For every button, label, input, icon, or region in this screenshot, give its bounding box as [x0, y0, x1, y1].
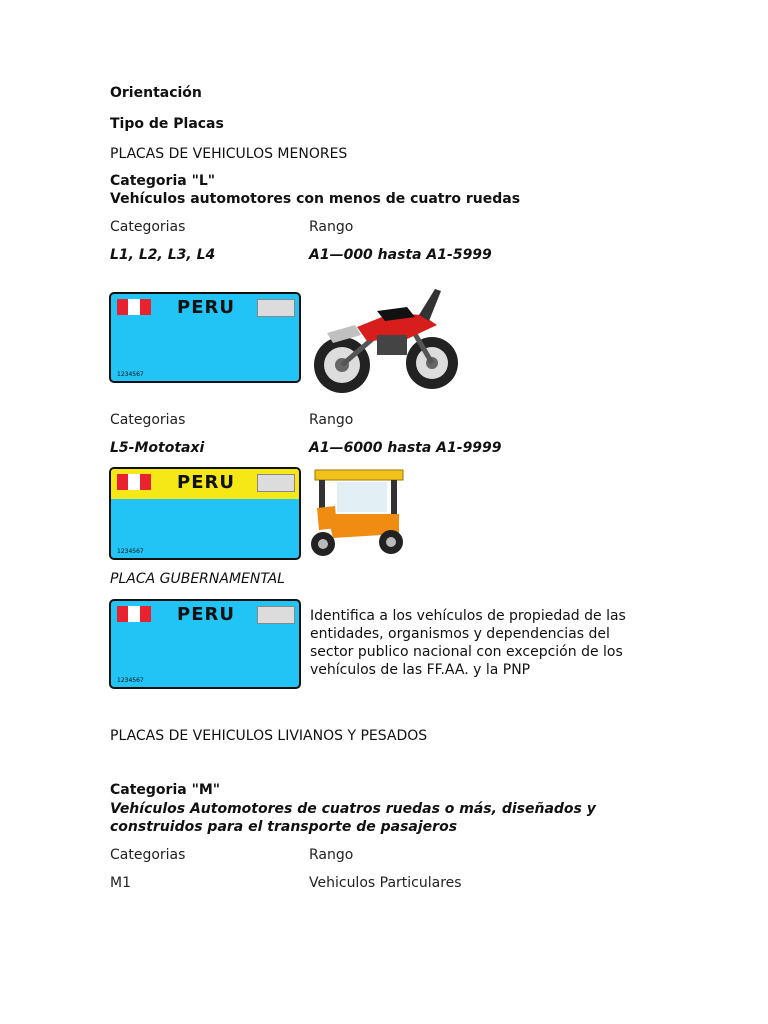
- plate-number: 1234567: [117, 677, 144, 684]
- license-plate-gubernamental: [109, 599, 301, 689]
- m1-value: Vehiculos Particulares: [309, 875, 462, 891]
- col-categorias-label-3: Categorias: [110, 847, 186, 863]
- categoria-value-2: L5-Mototaxi: [110, 440, 205, 456]
- plate-sticker-box: [257, 299, 295, 317]
- rango-value-2: A1—6000 hasta A1-9999: [309, 440, 502, 456]
- peru-flag-icon: [117, 474, 151, 490]
- category-m-subtitle-2: construidos para el transporte de pasajeros: [110, 819, 458, 835]
- col-rango-label: Rango: [309, 219, 354, 235]
- category-l-subtitle: Vehículos automotores con menos de cuatro ruedas: [110, 191, 521, 207]
- plate-number: 1234567: [117, 548, 144, 555]
- license-plate-l: [109, 292, 301, 383]
- categoria-value: L1, L2, L3, L4: [110, 247, 216, 263]
- plate-sticker-box: [257, 474, 295, 492]
- motorcycle-photo: [307, 277, 462, 401]
- heading-placas-menores: PLACAS DE VEHICULOS MENORES: [110, 146, 348, 162]
- license-plate-mototaxi: [109, 467, 301, 560]
- col-categorias-label-2: Categorias: [110, 412, 186, 428]
- plate-country: PERU: [177, 604, 235, 625]
- heading-tipo-placas: Tipo de Placas: [110, 116, 224, 132]
- category-l-title: Categoria "L": [110, 173, 216, 189]
- m1-label: M1: [110, 875, 131, 891]
- col-rango-label-2: Rango: [309, 412, 354, 428]
- peru-flag-icon: [117, 299, 151, 315]
- mototaxi-photo: [307, 468, 407, 558]
- plate-number: 1234567: [117, 371, 144, 378]
- gubernamental-description: Identifica a los vehículos de propiedad de las entidades, organismos y dependencias del sector publico nacional con excepción de los vehículos de las FF.AA. y la PNP: [310, 608, 626, 678]
- plate-country: PERU: [177, 297, 235, 318]
- category-m-subtitle-1: Vehículos Automotores de cuatros ruedas o más, diseñados y: [110, 801, 596, 817]
- plate-country: PERU: [177, 472, 235, 493]
- heading-livianos-pesados: PLACAS DE VEHICULOS LIVIANOS Y PESADOS: [110, 728, 428, 744]
- category-m-title: Categoria "M": [110, 782, 221, 798]
- rango-value: A1—000 hasta A1-5999: [309, 247, 492, 263]
- placa-gubernamental-title: PLACA GUBERNAMENTAL: [110, 571, 285, 587]
- heading-orientacion: Orientación: [110, 85, 202, 101]
- plate-sticker-box: [257, 606, 295, 624]
- col-categorias-label: Categorias: [110, 219, 186, 235]
- col-rango-label-3: Rango: [309, 847, 354, 863]
- peru-flag-icon: [117, 606, 151, 622]
